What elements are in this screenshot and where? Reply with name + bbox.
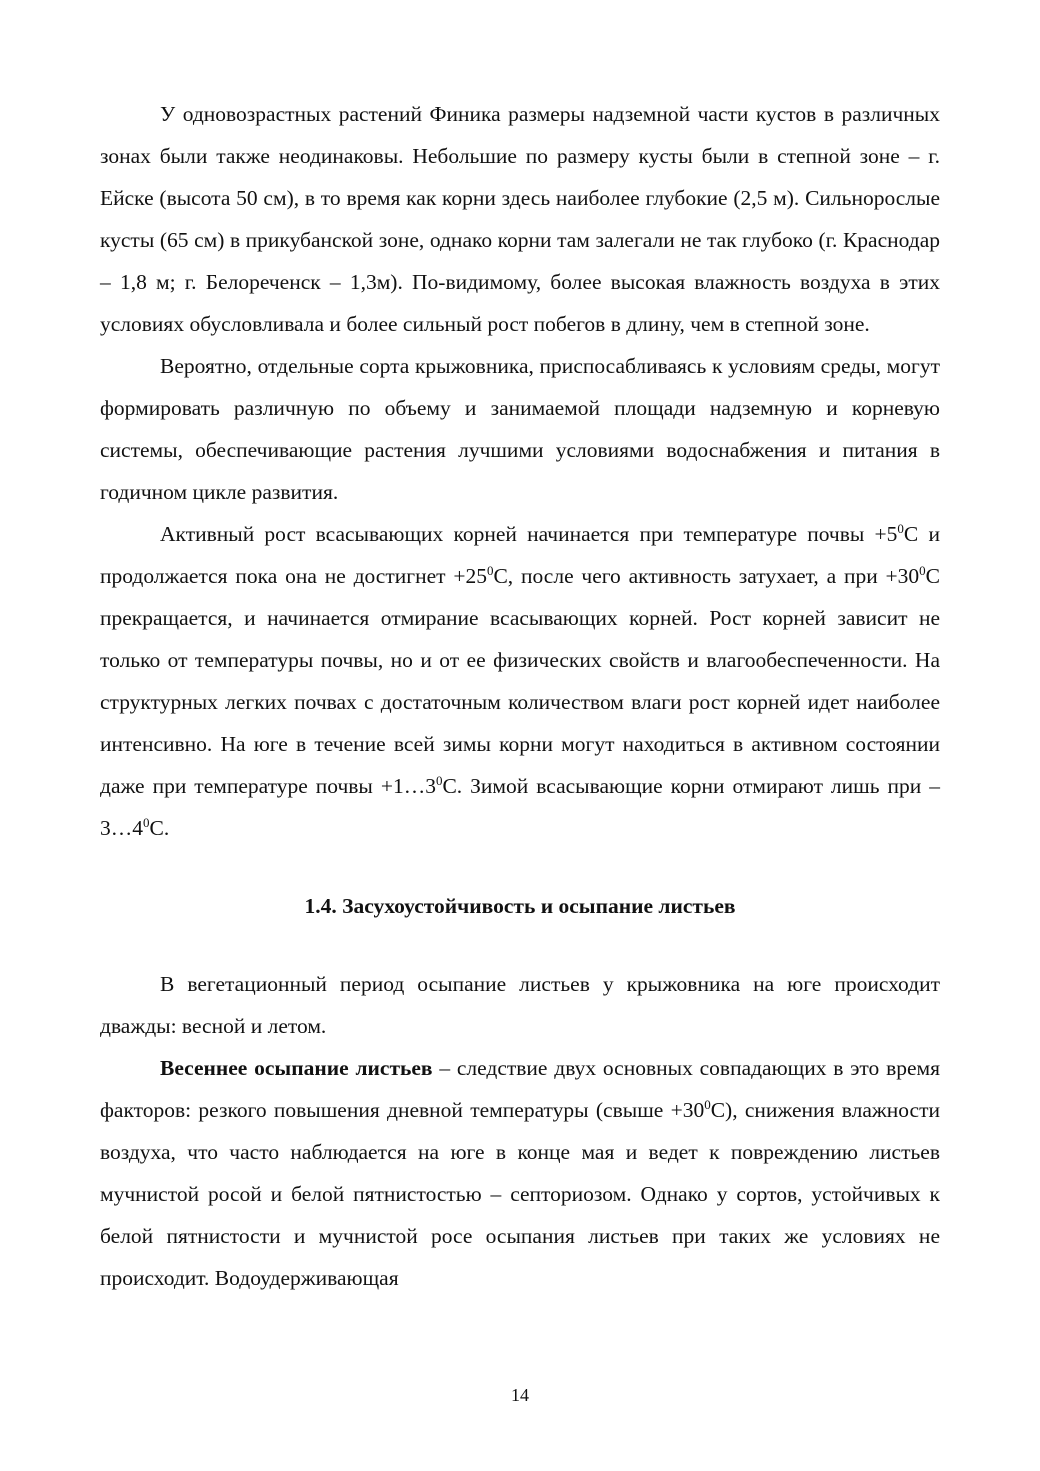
- degree-superscript: 0: [143, 814, 150, 830]
- degree-superscript: 0: [704, 1096, 711, 1112]
- bold-term: Весеннее осыпание листьев: [160, 1056, 433, 1080]
- degree-superscript: 0: [435, 772, 443, 788]
- paragraph: В вегетационный период осыпание листьев у крыжовника на юге происходит дважды: весной и летом.: [100, 972, 940, 1038]
- paragraph: У одновозрастных растений Финика размеры надземной части кустов в различных зонах были также неодинаковы. Небольшие по размеру кусты были в степной зоне – г. Ейске (высота 50 см), в то время как корни здесь наиболее глубокие (2,5 м). Сильнорослые кусты (65 см) в прикубанской зоне, однако корни там залегали не так глубоко (г. Краснодар – 1,8 м; г. Белореченск – 1,3м). По-видимому, более высокая влажность воздуха в этих условиях обусловливала и более сильный рост побегов в длину, чем в степной зоне.: [100, 102, 940, 336]
- text-run: С. Зимой всасывающие корни отмирают лишь при –3…4: [100, 774, 940, 840]
- text-run: С.: [149, 816, 170, 840]
- degree-superscript: 0: [919, 562, 926, 578]
- text-run: С прекращается, и начинается отмирание всасывающих корней. Рост корней зависит не только от температуры почвы, но и от ее физических свойств и влагообеспеченности. На структурных легких почвах с достаточным количеством влаги рост корней идет наиболее интенсивно. На юге в течение всей зимы корни могут находиться в активном состоянии даже при температуре почвы +1…3: [100, 564, 941, 798]
- paragraph: [100, 1047, 940, 1299]
- section-heading: 1.4. Засухоустойчивость и осыпание листьев: [304, 894, 736, 918]
- page-number: 14: [511, 1385, 529, 1405]
- degree-superscript: 0: [486, 562, 494, 578]
- document-page: [100, 93, 940, 1299]
- text-run: С), снижения влажности воздуха, что часто наблюдается на юге в конце мая и ведет к повреждению листьев мучнистой росой и белой пятнистостью – септориозом. Однако у сортов, устойчивых к белой пятнистости и мучнистой росе осыпания листьев при таких же условиях не происходит. Водоудерживающая: [100, 1098, 940, 1290]
- text-run: Активный рост всасывающих корней начинается при температуре почвы +5: [160, 522, 898, 546]
- text-run: С, после чего активность затухает, а при +30: [493, 564, 920, 588]
- paragraph: Вероятно, отдельные сорта крыжовника, приспосабливаясь к условиям среды, могут формировать различную по объему и занимаемой площади надземную и корневую системы, обеспечивающие растения лучшими условиями водоснабжения и питания в годичном цикле развития.: [100, 354, 940, 504]
- text-run: – следствие двух основных совпадающих в это время факторов: резкого повышения дневной температуры (свыше +30: [100, 1056, 941, 1122]
- text-run: С и продолжается пока она не достигнет +25: [100, 522, 940, 588]
- degree-superscript: 0: [897, 520, 904, 536]
- paragraph: [100, 513, 940, 849]
